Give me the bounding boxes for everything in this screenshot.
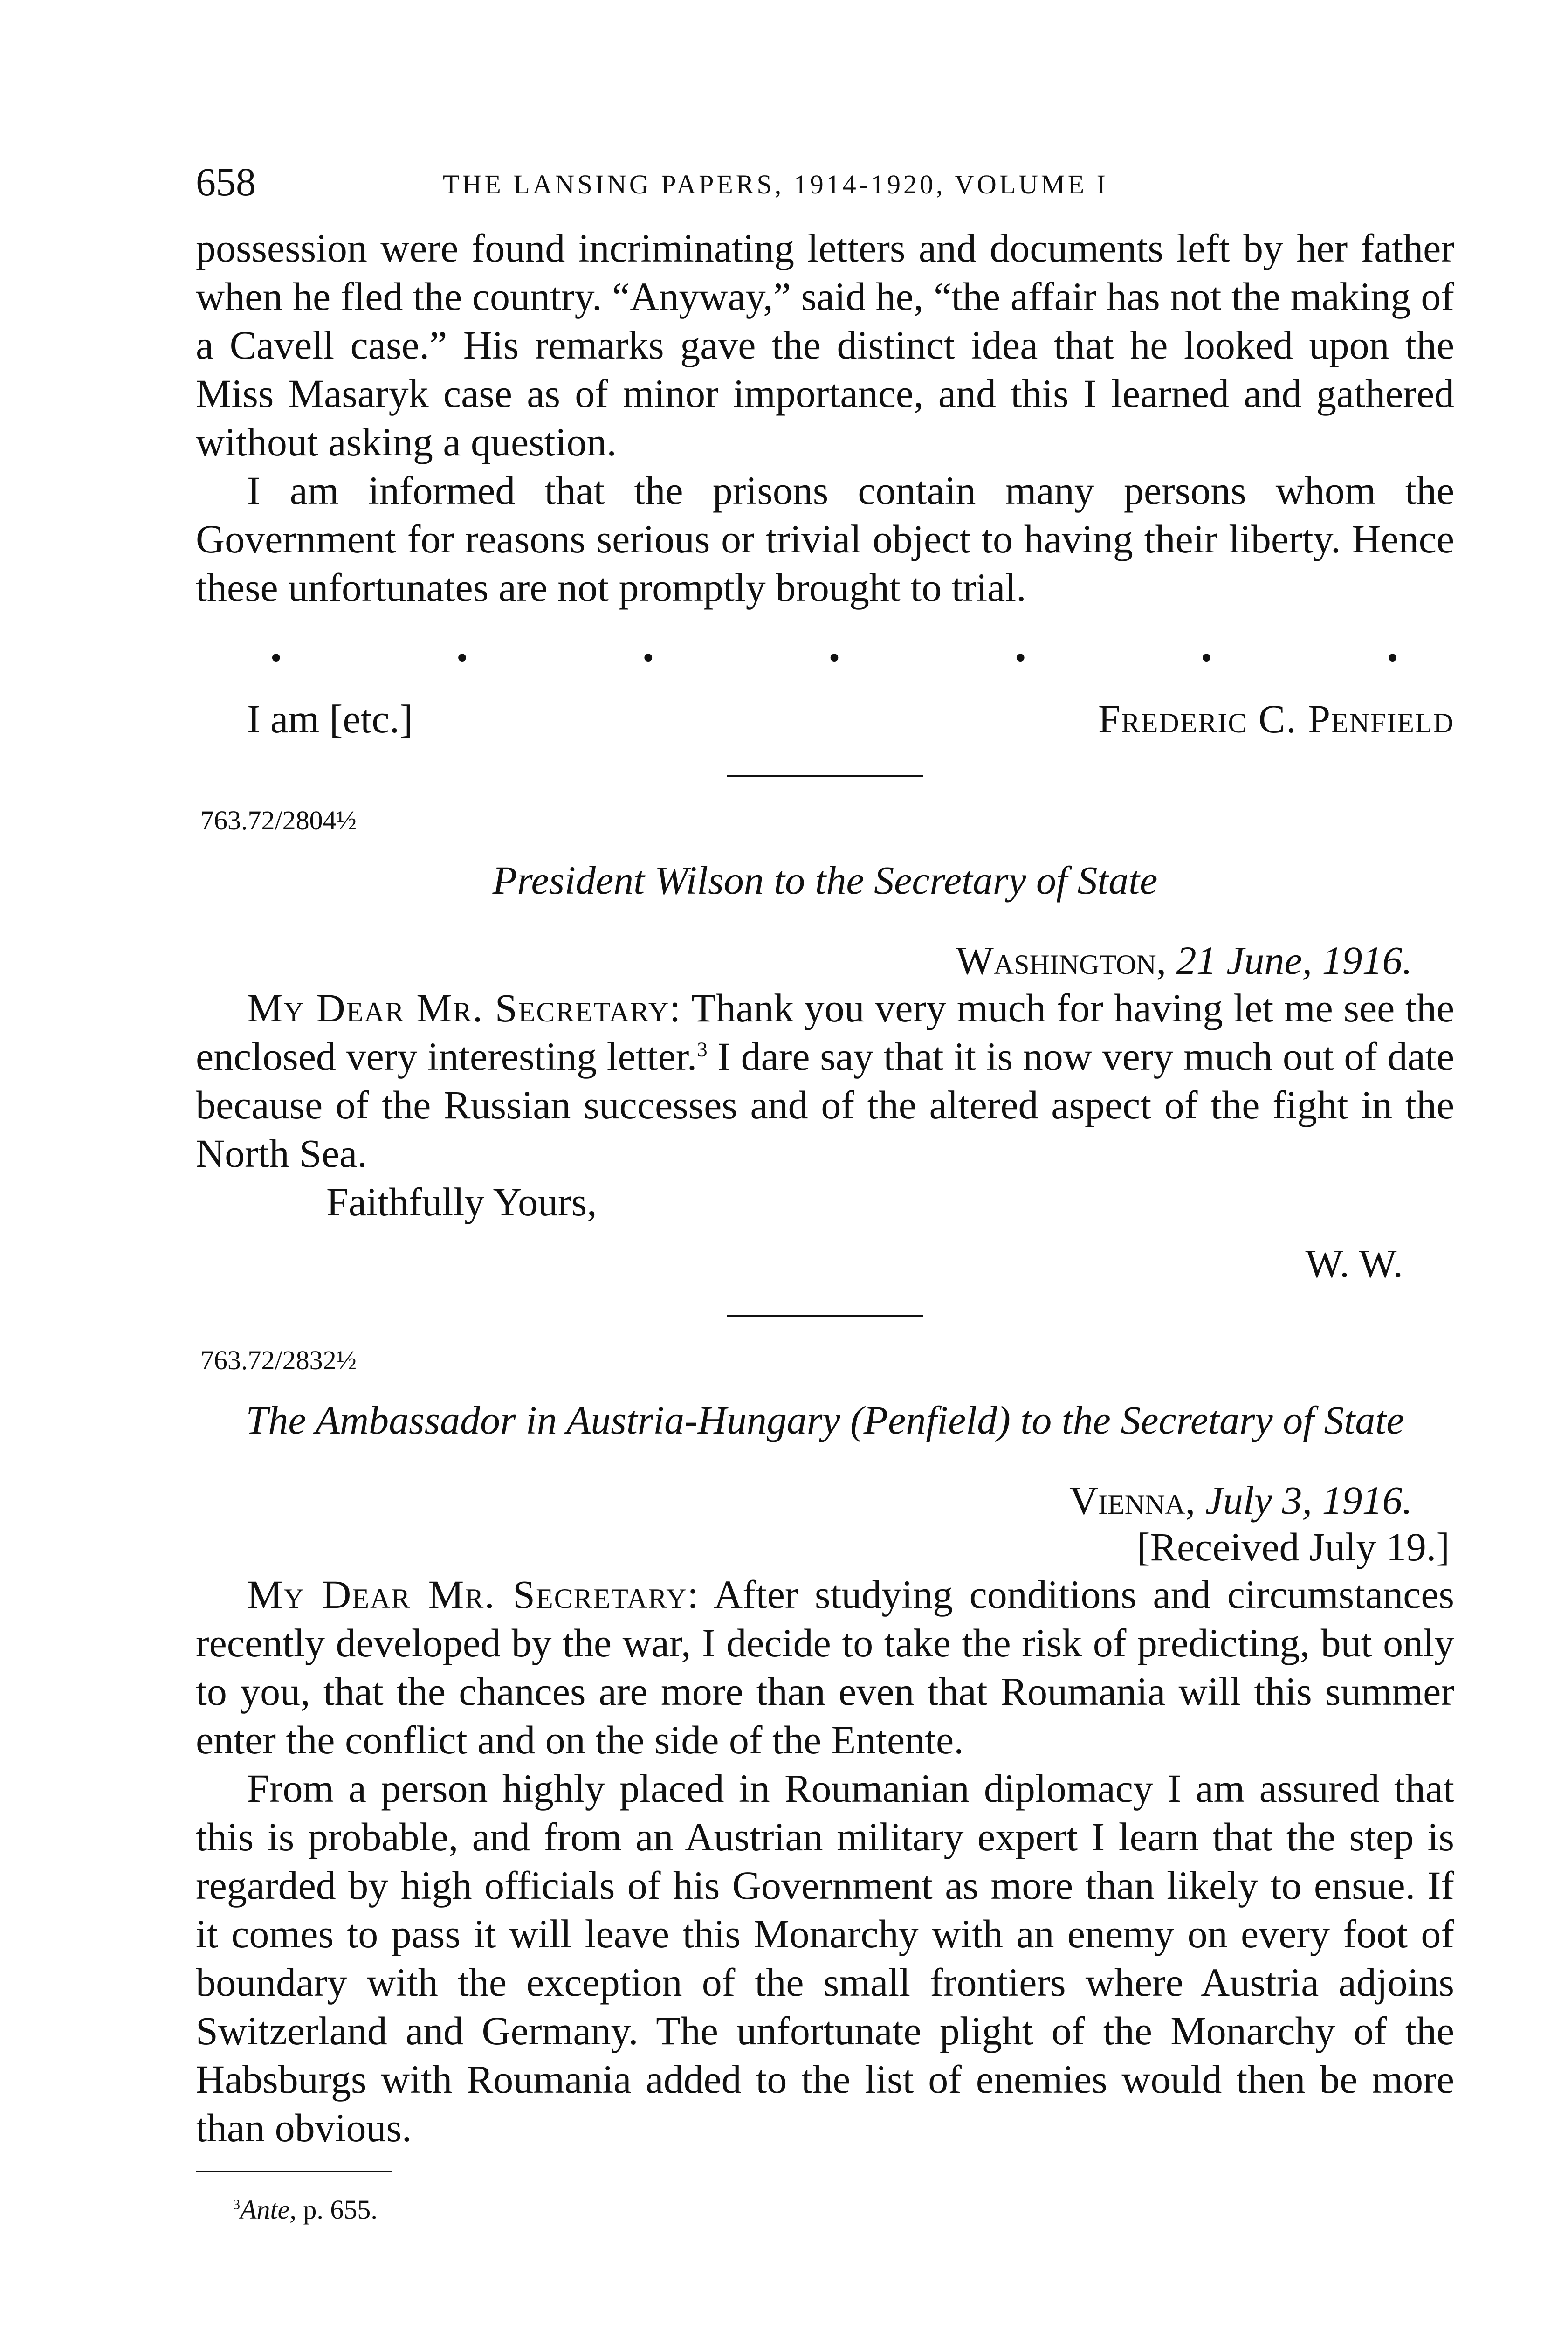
section-divider xyxy=(727,1315,923,1317)
letter-paragraph: From a person highly placed in Roumanian diplomacy I am assured that this is probable, and from an Austrian military expert I learn that the step is regarded by high officials of his Government as more than likely to ensue. If it comes to pass it will leave this Monarchy with an enemy on every foot of boundary with the exception of the small frontiers where Austria adjoins Switzerland and Germany. The unfortunate plight of the Monarchy of the Habsburgs with Roumania added to the list of enemies would then be more than obvious. xyxy=(196,1766,1454,2150)
footnote-reference: 3 xyxy=(697,1037,708,1061)
letter-body-wilson xyxy=(196,984,1454,1178)
salutation: My Dear Mr. Secretary: xyxy=(247,986,682,1030)
dateline-place: Vienna, xyxy=(1069,1478,1196,1523)
closing-formula: I am [etc.] xyxy=(247,697,413,741)
signature-penfield: Frederic C. Penfield xyxy=(1098,697,1454,741)
dateline-date: July 3, 1916. xyxy=(1205,1478,1412,1523)
salutation: My Dear Mr. Secretary: xyxy=(247,1572,700,1617)
page-number: 658 xyxy=(196,159,256,204)
dateline xyxy=(196,937,1454,984)
letter-text: Thank you very much for having let me see the enclosed very interesting letter. xyxy=(196,986,1455,1079)
paragraph-prisons: I am informed that the prisons contain many persons whom the Government for reasons serious or trivial object to having their liberty. Hence these unfortunates are not promptly brought to trial. xyxy=(196,468,1454,610)
file-number: 763.72/2832½ xyxy=(200,1345,357,1375)
ellipsis-dot: • xyxy=(828,640,840,676)
letter-body-penfield xyxy=(196,1570,1454,1764)
section-divider xyxy=(727,775,923,777)
letter-text: After studying conditions and circumstances recently developed by the war, I decide to take the risk of predicting, but only to you, that the chances are more than even that Roumania will this summer enter the conflict and on the side of the Entente. xyxy=(196,1572,1455,1762)
complimentary-close: Faithfully Yours, xyxy=(326,1179,597,1224)
letter-text: I dare say that it is now very much out of date because of the Russian successes and of the altered aspect of the fight in the North Sea. xyxy=(196,1034,1454,1176)
ellipsis-dot: • xyxy=(642,640,654,676)
footnote-ref: Ante, xyxy=(240,2194,296,2225)
footnote-page: p. 655. xyxy=(296,2194,378,2225)
footnote-marker: 3 xyxy=(233,2196,241,2213)
page-header xyxy=(196,159,1454,224)
footnote-divider xyxy=(196,2171,392,2172)
ellipsis-dot: • xyxy=(456,640,468,676)
ellipsis-dot: • xyxy=(1014,640,1026,676)
document-title: President Wilson to the Secretary of State xyxy=(492,858,1158,903)
dateline-date: 21 June, 1916. xyxy=(1176,938,1412,983)
footnote xyxy=(196,2194,1454,2225)
running-head: THE LANSING PAPERS, 1914-1920, VOLUME I xyxy=(443,169,1108,200)
paragraph-continuation: possession were found incriminating letters and documents left by her father when he fled the country. “Anyway,” said he, “the affair has not the making of a Cavell case.” His remarks gave the distinct idea that he looked upon the Miss Masaryk case as of minor importance, and this I learned and gathered without asking a question. xyxy=(196,226,1454,464)
ellipsis-dot: • xyxy=(1387,640,1398,676)
received-note: [Received July 19.] xyxy=(1136,1524,1450,1569)
document-title: The Ambassador in Austria-Hungary (Penfield) to the Secretary of State xyxy=(246,1398,1404,1442)
file-number: 763.72/2804½ xyxy=(200,805,357,835)
letter-closing-row xyxy=(196,696,1454,747)
dateline xyxy=(196,1477,1454,1524)
dateline-place: Washington, xyxy=(956,938,1167,983)
ellipsis-dot: • xyxy=(270,640,282,676)
document-page xyxy=(196,159,1454,2225)
signature-ww: W. W. xyxy=(1305,1241,1403,1286)
omission-ellipsis xyxy=(196,612,1454,677)
ellipsis-dot: • xyxy=(1201,640,1212,676)
